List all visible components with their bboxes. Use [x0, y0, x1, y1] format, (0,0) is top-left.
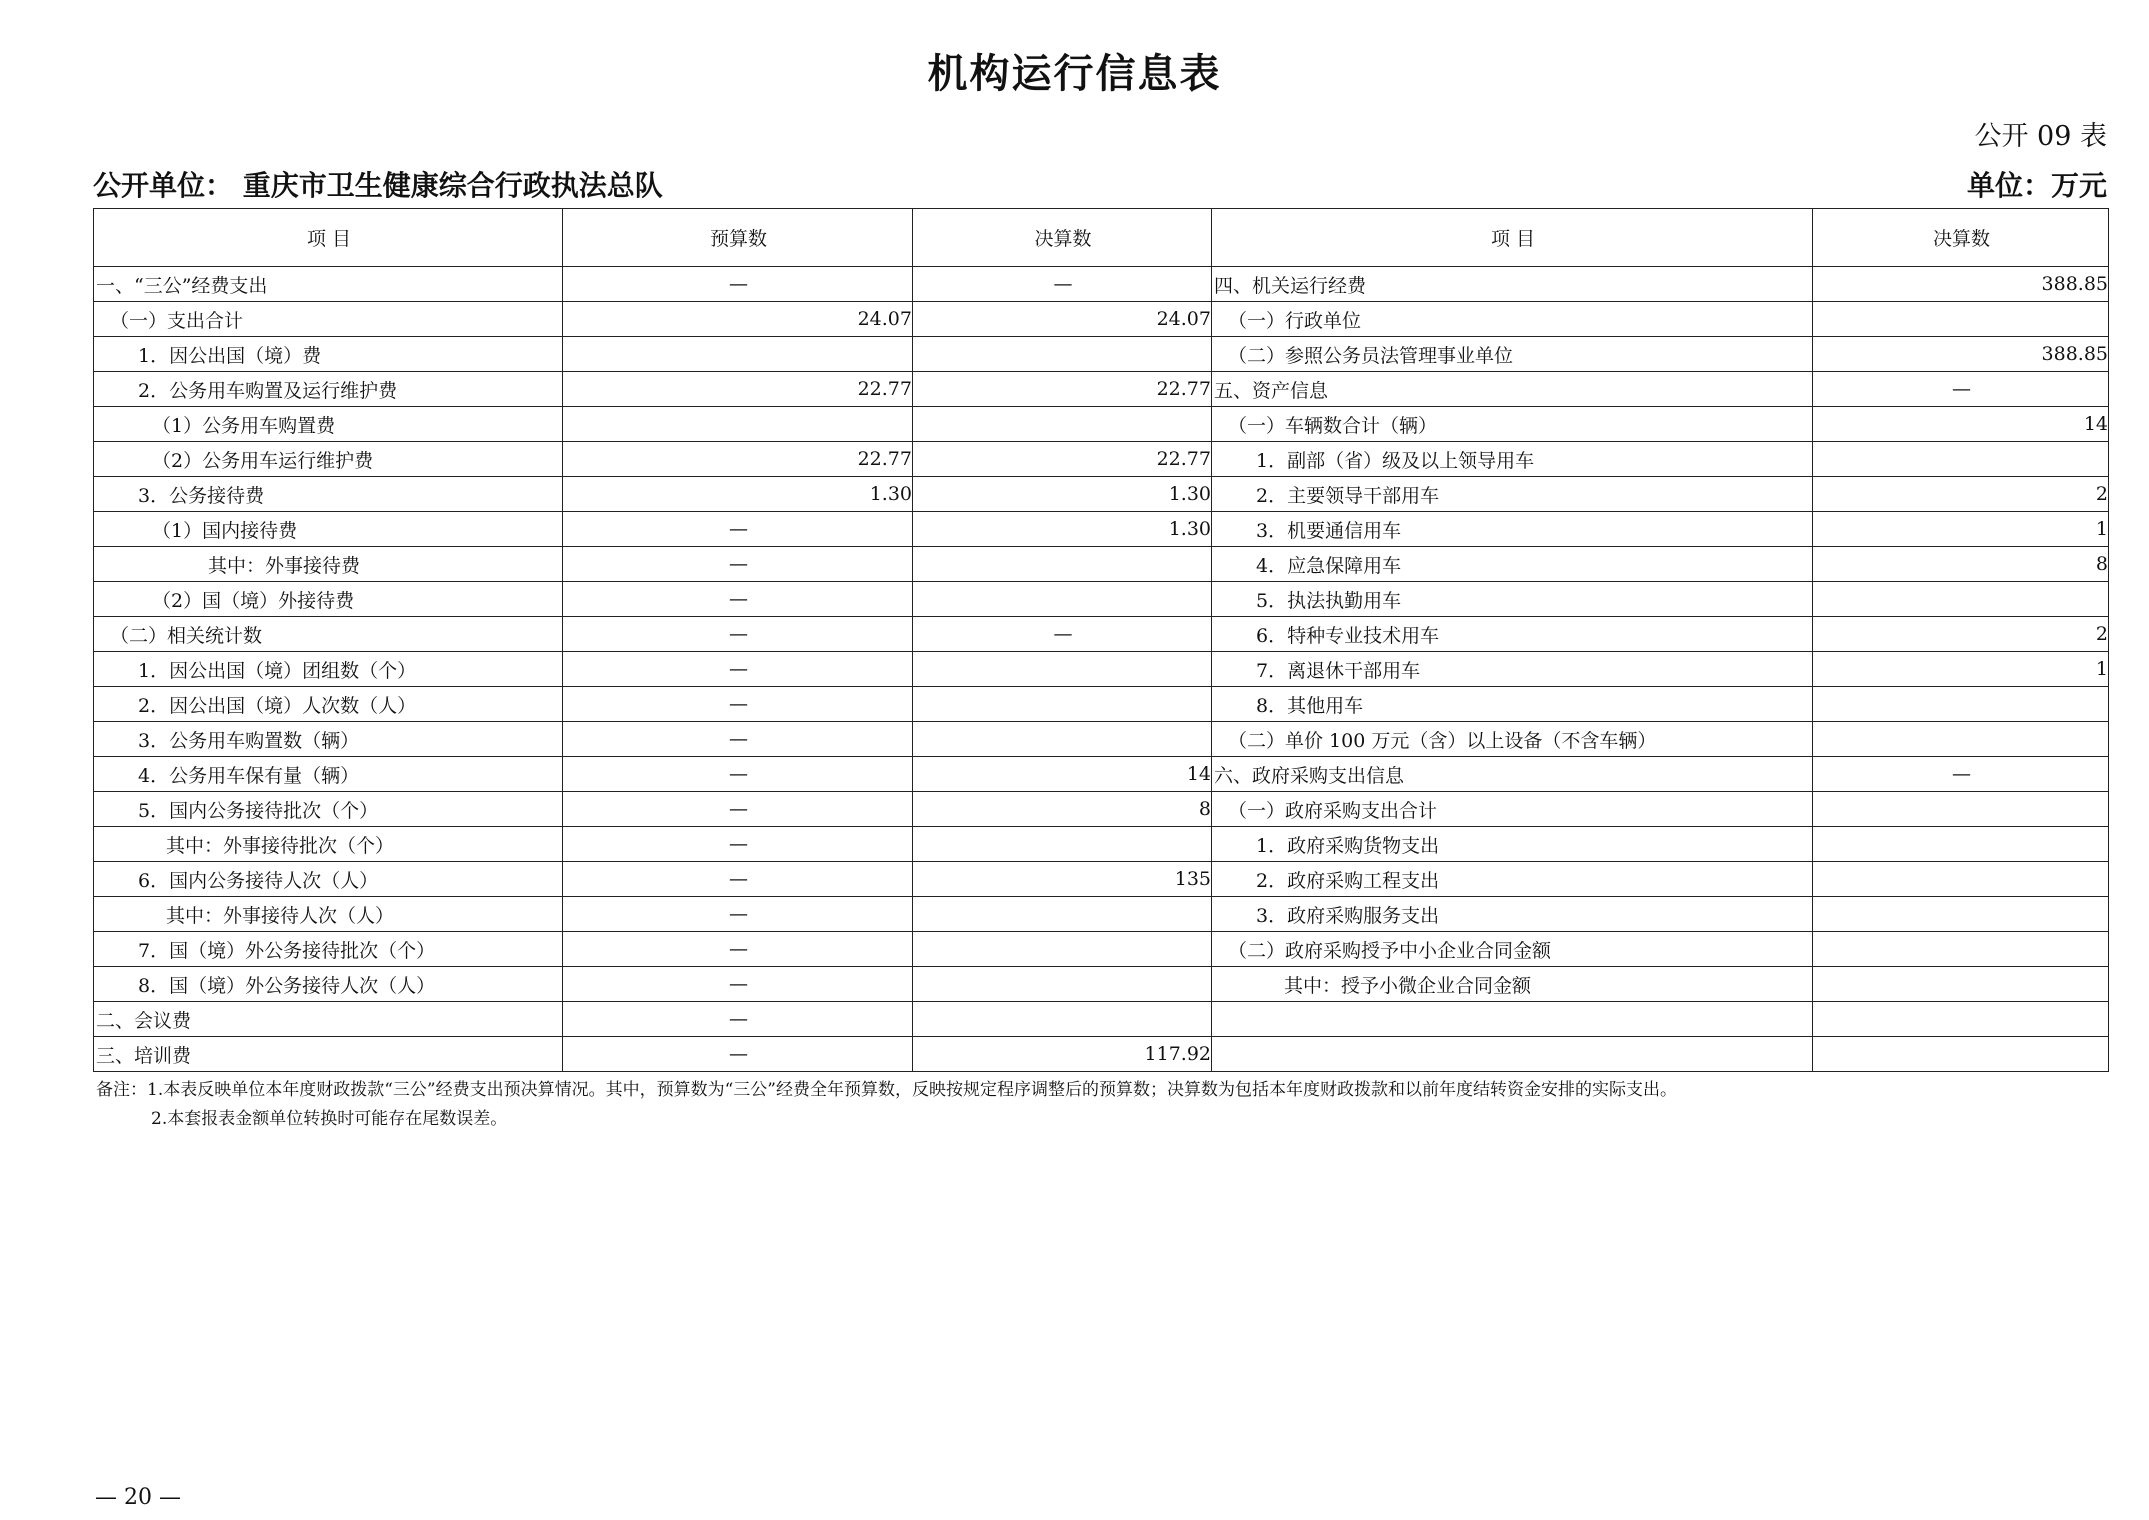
- row-label: 4．公务用车保有量（辆）: [94, 757, 563, 792]
- value-cell: [1813, 1037, 2109, 1072]
- value-cell: 8: [913, 792, 1212, 827]
- header-budget: 预算数: [563, 209, 913, 267]
- table-number: 公开 09 表: [1974, 121, 2107, 152]
- value-cell: [1813, 722, 2109, 757]
- value-cell: [913, 407, 1212, 442]
- value-cell: 1: [1813, 512, 2109, 547]
- row-label: 3．机要通信用车: [1212, 512, 1813, 547]
- info-table: [93, 208, 2109, 1072]
- row-label: （二）政府采购授予中小企业合同金额: [1212, 932, 1813, 967]
- header-actual-left: 决算数: [913, 209, 1212, 267]
- value-cell: [913, 897, 1212, 932]
- value-cell: 117.92: [913, 1037, 1212, 1072]
- value-cell: [1813, 582, 2109, 617]
- value-cell: 24.07: [913, 302, 1212, 337]
- value-cell: 22.77: [913, 372, 1212, 407]
- row-label: 3．政府采购服务支出: [1212, 897, 1813, 932]
- row-label: 7．离退休干部用车: [1212, 652, 1813, 687]
- table-row: [94, 372, 2109, 407]
- value-cell: 14: [1813, 407, 2109, 442]
- value-cell: —: [1813, 372, 2109, 407]
- row-label: （一）车辆数合计（辆）: [1212, 407, 1813, 442]
- table-row: [94, 967, 2109, 1002]
- table-row: [94, 862, 2109, 897]
- value-cell: —: [563, 1037, 913, 1072]
- table-row: [94, 547, 2109, 582]
- value-cell: [1813, 827, 2109, 862]
- value-cell: 135: [913, 862, 1212, 897]
- row-label: （二）相关统计数: [94, 617, 563, 652]
- row-label: 一、“三公”经费支出: [94, 267, 563, 302]
- table-row: [94, 792, 2109, 827]
- value-cell: —: [563, 582, 913, 617]
- row-label: 4．应急保障用车: [1212, 547, 1813, 582]
- row-label: [1212, 1037, 1813, 1072]
- row-label: 8．其他用车: [1212, 687, 1813, 722]
- row-label: 2．因公出国（境）人次数（人）: [94, 687, 563, 722]
- value-cell: —: [563, 862, 913, 897]
- value-cell: 8: [1813, 547, 2109, 582]
- row-label: 四、机关运行经费: [1212, 267, 1813, 302]
- table-row: [94, 687, 2109, 722]
- value-cell: —: [563, 722, 913, 757]
- value-cell: [1813, 967, 2109, 1002]
- value-cell: [913, 1002, 1212, 1037]
- value-cell: [1813, 932, 2109, 967]
- table-row: [94, 1037, 2109, 1072]
- table-row: [94, 337, 2109, 372]
- table-row: [94, 407, 2109, 442]
- row-label: 1．副部（省）级及以上领导用车: [1212, 442, 1813, 477]
- value-cell: 1.30: [913, 512, 1212, 547]
- row-label: 2．政府采购工程支出: [1212, 862, 1813, 897]
- row-label: 二、会议费: [94, 1002, 563, 1037]
- table-row: [94, 932, 2109, 967]
- value-cell: [1813, 687, 2109, 722]
- value-cell: —: [563, 827, 913, 862]
- page-title: 机构运行信息表: [927, 50, 1222, 97]
- value-cell: 388.85: [1813, 337, 2109, 372]
- row-label: （一）行政单位: [1212, 302, 1813, 337]
- row-label: 6．特种专业技术用车: [1212, 617, 1813, 652]
- note-line-1: 备注：1.本表反映单位本年度财政拨款“三公”经费支出预决算情况。其中，预算数为“三公”经费全年预算数，反映按规定程序调整后的预算数；决算数为包括本年度财政拨款和以前年度结转资金安排的实际支出。: [96, 1080, 1677, 1100]
- notes: [96, 1076, 1677, 1134]
- value-cell: [1813, 792, 2109, 827]
- value-cell: [1813, 897, 2109, 932]
- table-row: [94, 617, 2109, 652]
- value-cell: —: [563, 932, 913, 967]
- row-label: （二）单价 100 万元（含）以上设备（不含车辆）: [1212, 722, 1813, 757]
- row-label: 2．主要领导干部用车: [1212, 477, 1813, 512]
- value-cell: —: [563, 652, 913, 687]
- value-cell: —: [563, 897, 913, 932]
- note-line-2: 2.本套报表金额单位转换时可能存在尾数误差。: [151, 1109, 508, 1129]
- value-cell: [1813, 442, 2109, 477]
- value-cell: [1813, 1002, 2109, 1037]
- header-item-right: 项 目: [1212, 209, 1813, 267]
- value-cell: —: [563, 267, 913, 302]
- row-label: 1．政府采购货物支出: [1212, 827, 1813, 862]
- table-body: [94, 267, 2109, 1072]
- row-label: 其中：外事接待批次（个）: [94, 827, 563, 862]
- value-cell: —: [563, 687, 913, 722]
- page-number: — 20 —: [95, 1485, 181, 1510]
- row-label: [1212, 1002, 1813, 1037]
- value-cell: —: [563, 757, 913, 792]
- table-row: [94, 757, 2109, 792]
- row-label: 六、政府采购支出信息: [1212, 757, 1813, 792]
- value-cell: 1.30: [913, 477, 1212, 512]
- value-cell: —: [563, 547, 913, 582]
- value-cell: —: [563, 792, 913, 827]
- row-label: 其中：外事接待人次（人）: [94, 897, 563, 932]
- value-cell: 22.77: [563, 442, 913, 477]
- value-cell: [913, 722, 1212, 757]
- value-cell: [563, 337, 913, 372]
- value-cell: [563, 407, 913, 442]
- table-row: [94, 652, 2109, 687]
- value-cell: 1.30: [563, 477, 913, 512]
- value-cell: —: [563, 512, 913, 547]
- table-row: [94, 582, 2109, 617]
- row-label: （1）公务用车购置费: [94, 407, 563, 442]
- table-row: [94, 477, 2109, 512]
- row-label: 3．公务接待费: [94, 477, 563, 512]
- value-cell: [913, 547, 1212, 582]
- table-row: [94, 267, 2109, 302]
- value-cell: 22.77: [563, 372, 913, 407]
- header-item-left: 项 目: [94, 209, 563, 267]
- value-cell: 22.77: [913, 442, 1212, 477]
- value-cell: 2: [1813, 617, 2109, 652]
- table-row: [94, 722, 2109, 757]
- table-row: [94, 512, 2109, 547]
- money-unit: 单位：万元: [1966, 169, 2107, 202]
- value-cell: —: [563, 967, 913, 1002]
- unit-line: [93, 164, 2107, 204]
- value-cell: [1813, 862, 2109, 897]
- header-actual-right: 决算数: [1813, 209, 2109, 267]
- value-cell: —: [1813, 757, 2109, 792]
- value-cell: 388.85: [1813, 267, 2109, 302]
- table-row: [94, 442, 2109, 477]
- row-label: （二）参照公务员法管理事业单位: [1212, 337, 1813, 372]
- row-label: 5．执法执勤用车: [1212, 582, 1813, 617]
- row-label: （2）公务用车运行维护费: [94, 442, 563, 477]
- table-header-row: [94, 209, 2109, 267]
- row-label: 1．因公出国（境）费: [94, 337, 563, 372]
- row-label: 3．公务用车购置数（辆）: [94, 722, 563, 757]
- row-label: 7．国（境）外公务接待批次（个）: [94, 932, 563, 967]
- row-label: 8．国（境）外公务接待人次（人）: [94, 967, 563, 1002]
- row-label: 6．国内公务接待人次（人）: [94, 862, 563, 897]
- value-cell: [1813, 302, 2109, 337]
- row-label: （一）政府采购支出合计: [1212, 792, 1813, 827]
- table-row: [94, 827, 2109, 862]
- row-label: 三、培训费: [94, 1037, 563, 1072]
- row-label: 五、资产信息: [1212, 372, 1813, 407]
- table-row: [94, 1002, 2109, 1037]
- row-label: 其中：外事接待费: [94, 547, 563, 582]
- value-cell: [913, 967, 1212, 1002]
- value-cell: [913, 687, 1212, 722]
- row-label: （2）国（境）外接待费: [94, 582, 563, 617]
- table-row: [94, 302, 2109, 337]
- row-label: 其中：授予小微企业合同金额: [1212, 967, 1813, 1002]
- value-cell: [913, 582, 1212, 617]
- row-label: （1）国内接待费: [94, 512, 563, 547]
- value-cell: 24.07: [563, 302, 913, 337]
- value-cell: [913, 337, 1212, 372]
- value-cell: [913, 827, 1212, 862]
- value-cell: [913, 932, 1212, 967]
- value-cell: 2: [1813, 477, 2109, 512]
- value-cell: [913, 652, 1212, 687]
- value-cell: —: [913, 617, 1212, 652]
- value-cell: —: [563, 1002, 913, 1037]
- value-cell: 14: [913, 757, 1212, 792]
- row-label: 2．公务用车购置及运行维护费: [94, 372, 563, 407]
- row-label: 1．因公出国（境）团组数（个）: [94, 652, 563, 687]
- value-cell: 1: [1813, 652, 2109, 687]
- value-cell: —: [563, 617, 913, 652]
- row-label: （一）支出合计: [94, 302, 563, 337]
- reporting-unit: 公开单位： 重庆市卫生健康综合行政执法总队: [93, 169, 663, 202]
- table-row: [94, 897, 2109, 932]
- row-label: 5．国内公务接待批次（个）: [94, 792, 563, 827]
- value-cell: —: [913, 267, 1212, 302]
